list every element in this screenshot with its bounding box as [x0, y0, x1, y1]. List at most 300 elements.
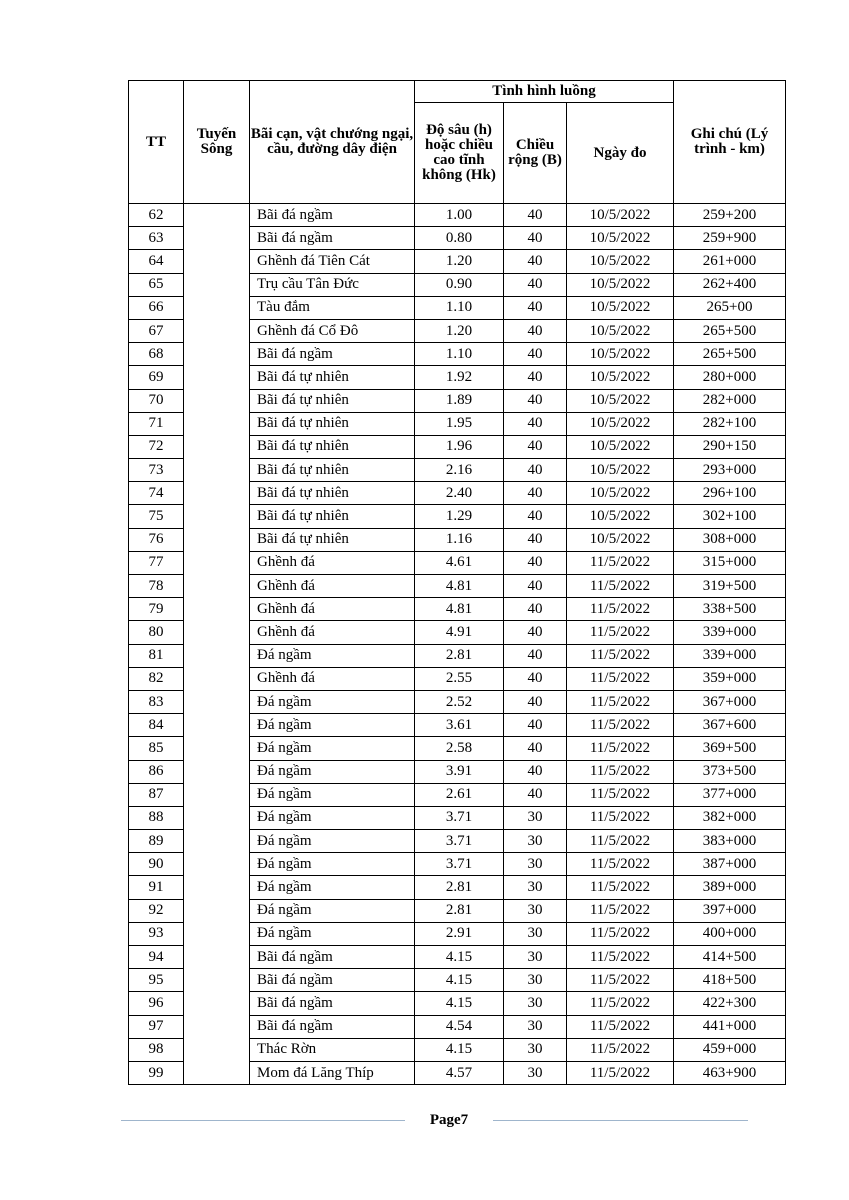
cell-width: 40: [504, 204, 567, 227]
cell-date: 10/5/2022: [567, 505, 674, 528]
cell-tt: 63: [129, 227, 184, 250]
cell-width: 40: [504, 482, 567, 505]
cell-km: 459+000: [674, 1038, 786, 1061]
cell-width: 40: [504, 551, 567, 574]
cell-tt: 87: [129, 783, 184, 806]
cell-name: Đá ngầm: [250, 760, 415, 783]
cell-km: 302+100: [674, 505, 786, 528]
cell-depth: 4.57: [415, 1061, 504, 1084]
cell-tt: 88: [129, 806, 184, 829]
cell-width: 40: [504, 343, 567, 366]
cell-tt: 70: [129, 389, 184, 412]
table-row: [129, 389, 786, 412]
cell-name: Ghềnh đá: [250, 621, 415, 644]
cell-name: Đá ngầm: [250, 690, 415, 713]
cell-tuyen-song: [184, 482, 250, 505]
cell-km: 293+000: [674, 459, 786, 482]
cell-tt: 84: [129, 714, 184, 737]
cell-width: 40: [504, 412, 567, 435]
table-row: [129, 876, 786, 899]
cell-tuyen-song: [184, 1015, 250, 1038]
cell-name: Bãi đá ngầm: [250, 227, 415, 250]
cell-depth: 2.81: [415, 876, 504, 899]
cell-width: 30: [504, 853, 567, 876]
cell-tt: 99: [129, 1061, 184, 1084]
cell-depth: 2.55: [415, 667, 504, 690]
cell-date: 11/5/2022: [567, 1061, 674, 1084]
cell-tt: 69: [129, 366, 184, 389]
table-row: [129, 690, 786, 713]
table-row: [129, 806, 786, 829]
cell-width: 40: [504, 760, 567, 783]
table-row: [129, 250, 786, 273]
cell-date: 10/5/2022: [567, 412, 674, 435]
cell-tuyen-song: [184, 273, 250, 296]
cell-tuyen-song: [184, 459, 250, 482]
cell-date: 10/5/2022: [567, 528, 674, 551]
cell-km: 418+500: [674, 969, 786, 992]
cell-km: 280+000: [674, 366, 786, 389]
cell-name: Ghềnh đá: [250, 667, 415, 690]
cell-name: Đá ngầm: [250, 899, 415, 922]
cell-depth: 4.15: [415, 969, 504, 992]
cell-name: Đá ngầm: [250, 922, 415, 945]
cell-tuyen-song: [184, 714, 250, 737]
cell-tt: 68: [129, 343, 184, 366]
cell-tt: 72: [129, 435, 184, 458]
cell-width: 40: [504, 690, 567, 713]
cell-depth: 1.10: [415, 343, 504, 366]
cell-width: 40: [504, 667, 567, 690]
cell-tt: 73: [129, 459, 184, 482]
cell-width: 40: [504, 505, 567, 528]
cell-tt: 82: [129, 667, 184, 690]
cell-tuyen-song: [184, 575, 250, 598]
cell-tuyen-song: [184, 505, 250, 528]
cell-date: 10/5/2022: [567, 273, 674, 296]
table-row: [129, 783, 786, 806]
cell-tuyen-song: [184, 899, 250, 922]
cell-date: 11/5/2022: [567, 644, 674, 667]
footer-divider-left: [121, 1120, 405, 1121]
cell-depth: 1.92: [415, 366, 504, 389]
cell-tt: 97: [129, 1015, 184, 1038]
cell-name: Bãi đá tự nhiên: [250, 482, 415, 505]
cell-tuyen-song: [184, 946, 250, 969]
cell-width: 30: [504, 969, 567, 992]
cell-tuyen-song: [184, 876, 250, 899]
cell-depth: 4.15: [415, 992, 504, 1015]
header-chieu-rong: Chiều rộng (B): [504, 103, 567, 204]
cell-date: 11/5/2022: [567, 621, 674, 644]
cell-width: 40: [504, 273, 567, 296]
cell-date: 10/5/2022: [567, 459, 674, 482]
cell-km: 367+000: [674, 690, 786, 713]
cell-depth: 1.00: [415, 204, 504, 227]
cell-depth: 1.10: [415, 296, 504, 319]
cell-width: 40: [504, 389, 567, 412]
cell-width: 40: [504, 621, 567, 644]
cell-date: 11/5/2022: [567, 667, 674, 690]
cell-tt: 65: [129, 273, 184, 296]
cell-date: 11/5/2022: [567, 899, 674, 922]
cell-tt: 80: [129, 621, 184, 644]
table-row: [129, 227, 786, 250]
cell-tt: 76: [129, 528, 184, 551]
cell-width: 30: [504, 992, 567, 1015]
cell-date: 11/5/2022: [567, 575, 674, 598]
cell-km: 339+000: [674, 621, 786, 644]
cell-tt: 92: [129, 899, 184, 922]
table-row: [129, 899, 786, 922]
cell-tt: 96: [129, 992, 184, 1015]
cell-tt: 71: [129, 412, 184, 435]
cell-depth: 2.40: [415, 482, 504, 505]
cell-tuyen-song: [184, 1038, 250, 1061]
cell-depth: 2.81: [415, 899, 504, 922]
cell-tt: 85: [129, 737, 184, 760]
cell-name: Bãi đá tự nhiên: [250, 366, 415, 389]
cell-tuyen-song: [184, 760, 250, 783]
cell-depth: 3.91: [415, 760, 504, 783]
cell-width: 40: [504, 296, 567, 319]
cell-name: Đá ngầm: [250, 876, 415, 899]
cell-date: 11/5/2022: [567, 946, 674, 969]
cell-depth: 4.91: [415, 621, 504, 644]
cell-width: 30: [504, 876, 567, 899]
cell-depth: 2.91: [415, 922, 504, 945]
cell-width: 40: [504, 435, 567, 458]
cell-km: 261+000: [674, 250, 786, 273]
cell-km: 338+500: [674, 598, 786, 621]
cell-date: 11/5/2022: [567, 922, 674, 945]
table-row: [129, 575, 786, 598]
table-body: [129, 204, 786, 1085]
cell-date: 11/5/2022: [567, 1038, 674, 1061]
cell-tt: 93: [129, 922, 184, 945]
cell-date: 10/5/2022: [567, 296, 674, 319]
cell-depth: 4.81: [415, 575, 504, 598]
cell-name: Ghềnh đá Tiên Cát: [250, 250, 415, 273]
cell-date: 11/5/2022: [567, 1015, 674, 1038]
table-row: [129, 204, 786, 227]
cell-name: Bãi đá ngầm: [250, 992, 415, 1015]
cell-tuyen-song: [184, 1061, 250, 1084]
cell-km: 400+000: [674, 922, 786, 945]
header-tt: TT: [129, 81, 184, 204]
cell-depth: 1.95: [415, 412, 504, 435]
header-ngay-do: Ngày đo: [567, 103, 674, 204]
cell-date: 10/5/2022: [567, 482, 674, 505]
cell-km: 389+000: [674, 876, 786, 899]
cell-depth: 4.15: [415, 946, 504, 969]
cell-depth: 1.96: [415, 435, 504, 458]
cell-date: 11/5/2022: [567, 783, 674, 806]
cell-name: Đá ngầm: [250, 644, 415, 667]
cell-tt: 78: [129, 575, 184, 598]
cell-km: 387+000: [674, 853, 786, 876]
cell-depth: 4.15: [415, 1038, 504, 1061]
cell-tuyen-song: [184, 343, 250, 366]
cell-date: 11/5/2022: [567, 969, 674, 992]
table-row: [129, 1038, 786, 1061]
cell-name: Đá ngầm: [250, 714, 415, 737]
cell-width: 40: [504, 250, 567, 273]
cell-tuyen-song: [184, 830, 250, 853]
table-row: [129, 969, 786, 992]
table-row: [129, 667, 786, 690]
cell-date: 11/5/2022: [567, 806, 674, 829]
cell-width: 30: [504, 922, 567, 945]
cell-km: 296+100: [674, 482, 786, 505]
cell-depth: 1.16: [415, 528, 504, 551]
cell-tt: 90: [129, 853, 184, 876]
cell-width: 40: [504, 575, 567, 598]
cell-depth: 1.89: [415, 389, 504, 412]
cell-tuyen-song: [184, 783, 250, 806]
cell-width: 40: [504, 598, 567, 621]
header-tinh-hinh-luong: Tình hình luồng: [415, 81, 674, 103]
cell-name: Thác Rờn: [250, 1038, 415, 1061]
cell-km: 282+100: [674, 412, 786, 435]
cell-name: Bãi đá tự nhiên: [250, 412, 415, 435]
cell-name: Đá ngầm: [250, 737, 415, 760]
cell-name: Bãi đá tự nhiên: [250, 528, 415, 551]
table-row: [129, 760, 786, 783]
cell-tuyen-song: [184, 227, 250, 250]
cell-tuyen-song: [184, 690, 250, 713]
cell-depth: 2.58: [415, 737, 504, 760]
cell-depth: 0.90: [415, 273, 504, 296]
cell-km: 339+000: [674, 644, 786, 667]
cell-tuyen-song: [184, 551, 250, 574]
cell-km: 397+000: [674, 899, 786, 922]
cell-name: Bãi đá tự nhiên: [250, 505, 415, 528]
cell-tt: 86: [129, 760, 184, 783]
cell-date: 11/5/2022: [567, 737, 674, 760]
table-row: [129, 366, 786, 389]
table-row: [129, 459, 786, 482]
cell-km: 308+000: [674, 528, 786, 551]
cell-width: 30: [504, 1015, 567, 1038]
cell-tuyen-song: [184, 528, 250, 551]
cell-name: Bãi đá tự nhiên: [250, 435, 415, 458]
cell-name: Đá ngầm: [250, 806, 415, 829]
cell-name: Tàu đắm: [250, 296, 415, 319]
cell-date: 10/5/2022: [567, 366, 674, 389]
table-row: [129, 598, 786, 621]
cell-tuyen-song: [184, 737, 250, 760]
cell-tuyen-song: [184, 389, 250, 412]
table-row: [129, 551, 786, 574]
cell-depth: 4.81: [415, 598, 504, 621]
cell-tuyen-song: [184, 922, 250, 945]
table-row: [129, 644, 786, 667]
cell-date: 11/5/2022: [567, 551, 674, 574]
cell-km: 414+500: [674, 946, 786, 969]
cell-depth: 3.71: [415, 853, 504, 876]
table-row: [129, 853, 786, 876]
cell-tt: 77: [129, 551, 184, 574]
cell-tt: 98: [129, 1038, 184, 1061]
cell-name: Bãi đá tự nhiên: [250, 459, 415, 482]
cell-tuyen-song: [184, 853, 250, 876]
cell-depth: 0.80: [415, 227, 504, 250]
cell-date: 10/5/2022: [567, 435, 674, 458]
cell-tuyen-song: [184, 412, 250, 435]
table-row: [129, 435, 786, 458]
cell-tuyen-song: [184, 667, 250, 690]
cell-tuyen-song: [184, 435, 250, 458]
cell-tt: 91: [129, 876, 184, 899]
cell-km: 377+000: [674, 783, 786, 806]
cell-depth: 3.71: [415, 806, 504, 829]
cell-width: 30: [504, 830, 567, 853]
cell-depth: 4.61: [415, 551, 504, 574]
cell-name: Đá ngầm: [250, 853, 415, 876]
cell-km: 265+00: [674, 296, 786, 319]
cell-width: 30: [504, 946, 567, 969]
cell-date: 11/5/2022: [567, 853, 674, 876]
cell-width: 30: [504, 1061, 567, 1084]
cell-km: 265+500: [674, 343, 786, 366]
table-row: [129, 946, 786, 969]
cell-km: 463+900: [674, 1061, 786, 1084]
cell-name: Bãi đá ngầm: [250, 1015, 415, 1038]
table-row: [129, 922, 786, 945]
cell-name: Bãi đá tự nhiên: [250, 389, 415, 412]
cell-width: 30: [504, 806, 567, 829]
cell-name: Ghềnh đá: [250, 575, 415, 598]
cell-km: 265+500: [674, 319, 786, 342]
header-ghi-chu: Ghi chú (Lý trình - km): [674, 81, 786, 204]
cell-tt: 79: [129, 598, 184, 621]
cell-name: Trụ cầu Tân Đức: [250, 273, 415, 296]
cell-km: 259+900: [674, 227, 786, 250]
cell-name: Bãi đá ngầm: [250, 343, 415, 366]
cell-tt: 62: [129, 204, 184, 227]
cell-width: 40: [504, 783, 567, 806]
cell-tuyen-song: [184, 644, 250, 667]
cell-name: Bãi đá ngầm: [250, 946, 415, 969]
cell-tuyen-song: [184, 992, 250, 1015]
cell-name: Mom đá Lăng Thíp: [250, 1061, 415, 1084]
cell-name: Bãi đá ngầm: [250, 969, 415, 992]
cell-date: 11/5/2022: [567, 992, 674, 1015]
table-row: [129, 343, 786, 366]
table-row: [129, 992, 786, 1015]
cell-tuyen-song: [184, 598, 250, 621]
table-row: [129, 714, 786, 737]
cell-tuyen-song: [184, 969, 250, 992]
cell-tt: 95: [129, 969, 184, 992]
cell-tuyen-song: [184, 366, 250, 389]
cell-tuyen-song: [184, 204, 250, 227]
cell-width: 40: [504, 714, 567, 737]
cell-depth: 2.52: [415, 690, 504, 713]
cell-date: 11/5/2022: [567, 598, 674, 621]
table-row: [129, 1061, 786, 1084]
cell-tt: 75: [129, 505, 184, 528]
cell-width: 40: [504, 737, 567, 760]
cell-width: 30: [504, 1038, 567, 1061]
cell-date: 10/5/2022: [567, 389, 674, 412]
cell-tuyen-song: [184, 621, 250, 644]
cell-date: 11/5/2022: [567, 690, 674, 713]
cell-date: 11/5/2022: [567, 876, 674, 899]
cell-name: Ghềnh đá: [250, 598, 415, 621]
cell-km: 359+000: [674, 667, 786, 690]
cell-km: 369+500: [674, 737, 786, 760]
cell-km: 382+000: [674, 806, 786, 829]
cell-depth: 2.61: [415, 783, 504, 806]
cell-km: 441+000: [674, 1015, 786, 1038]
table-row: [129, 737, 786, 760]
cell-km: 315+000: [674, 551, 786, 574]
cell-date: 10/5/2022: [567, 204, 674, 227]
cell-date: 10/5/2022: [567, 250, 674, 273]
cell-width: 40: [504, 459, 567, 482]
table-row: [129, 528, 786, 551]
cell-km: 367+600: [674, 714, 786, 737]
table-row: [129, 273, 786, 296]
cell-date: 10/5/2022: [567, 319, 674, 342]
cell-tuyen-song: [184, 250, 250, 273]
table-row: [129, 412, 786, 435]
cell-depth: 2.81: [415, 644, 504, 667]
cell-tuyen-song: [184, 296, 250, 319]
cell-tt: 67: [129, 319, 184, 342]
cell-depth: 1.29: [415, 505, 504, 528]
cell-tt: 66: [129, 296, 184, 319]
cell-tt: 89: [129, 830, 184, 853]
header-do-sau: Độ sâu (h) hoặc chiều cao tĩnh không (Hk): [415, 103, 504, 204]
header-bai-can: Bãi cạn, vật chướng ngại, cầu, đường dây điện: [250, 81, 415, 204]
cell-date: 10/5/2022: [567, 227, 674, 250]
footer-divider-right: [493, 1120, 748, 1121]
cell-name: Bãi đá ngầm: [250, 204, 415, 227]
cell-tt: 81: [129, 644, 184, 667]
cell-km: 383+000: [674, 830, 786, 853]
cell-date: 10/5/2022: [567, 343, 674, 366]
cell-tt: 83: [129, 690, 184, 713]
cell-name: Đá ngầm: [250, 783, 415, 806]
table-row: [129, 319, 786, 342]
channel-status-table: [128, 80, 786, 1085]
cell-name: Ghềnh đá Cổ Đô: [250, 319, 415, 342]
cell-tt: 94: [129, 946, 184, 969]
cell-width: 40: [504, 528, 567, 551]
cell-tuyen-song: [184, 319, 250, 342]
cell-km: 262+400: [674, 273, 786, 296]
cell-date: 11/5/2022: [567, 714, 674, 737]
cell-km: 259+200: [674, 204, 786, 227]
cell-width: 40: [504, 319, 567, 342]
cell-km: 319+500: [674, 575, 786, 598]
cell-depth: 1.20: [415, 250, 504, 273]
cell-km: 422+300: [674, 992, 786, 1015]
table-row: [129, 621, 786, 644]
table-row: [129, 505, 786, 528]
cell-date: 11/5/2022: [567, 830, 674, 853]
cell-name: Ghềnh đá: [250, 551, 415, 574]
table-row: [129, 482, 786, 505]
cell-depth: 1.20: [415, 319, 504, 342]
cell-width: 30: [504, 899, 567, 922]
cell-width: 40: [504, 227, 567, 250]
cell-km: 282+000: [674, 389, 786, 412]
page-number: Page7: [429, 1112, 469, 1128]
